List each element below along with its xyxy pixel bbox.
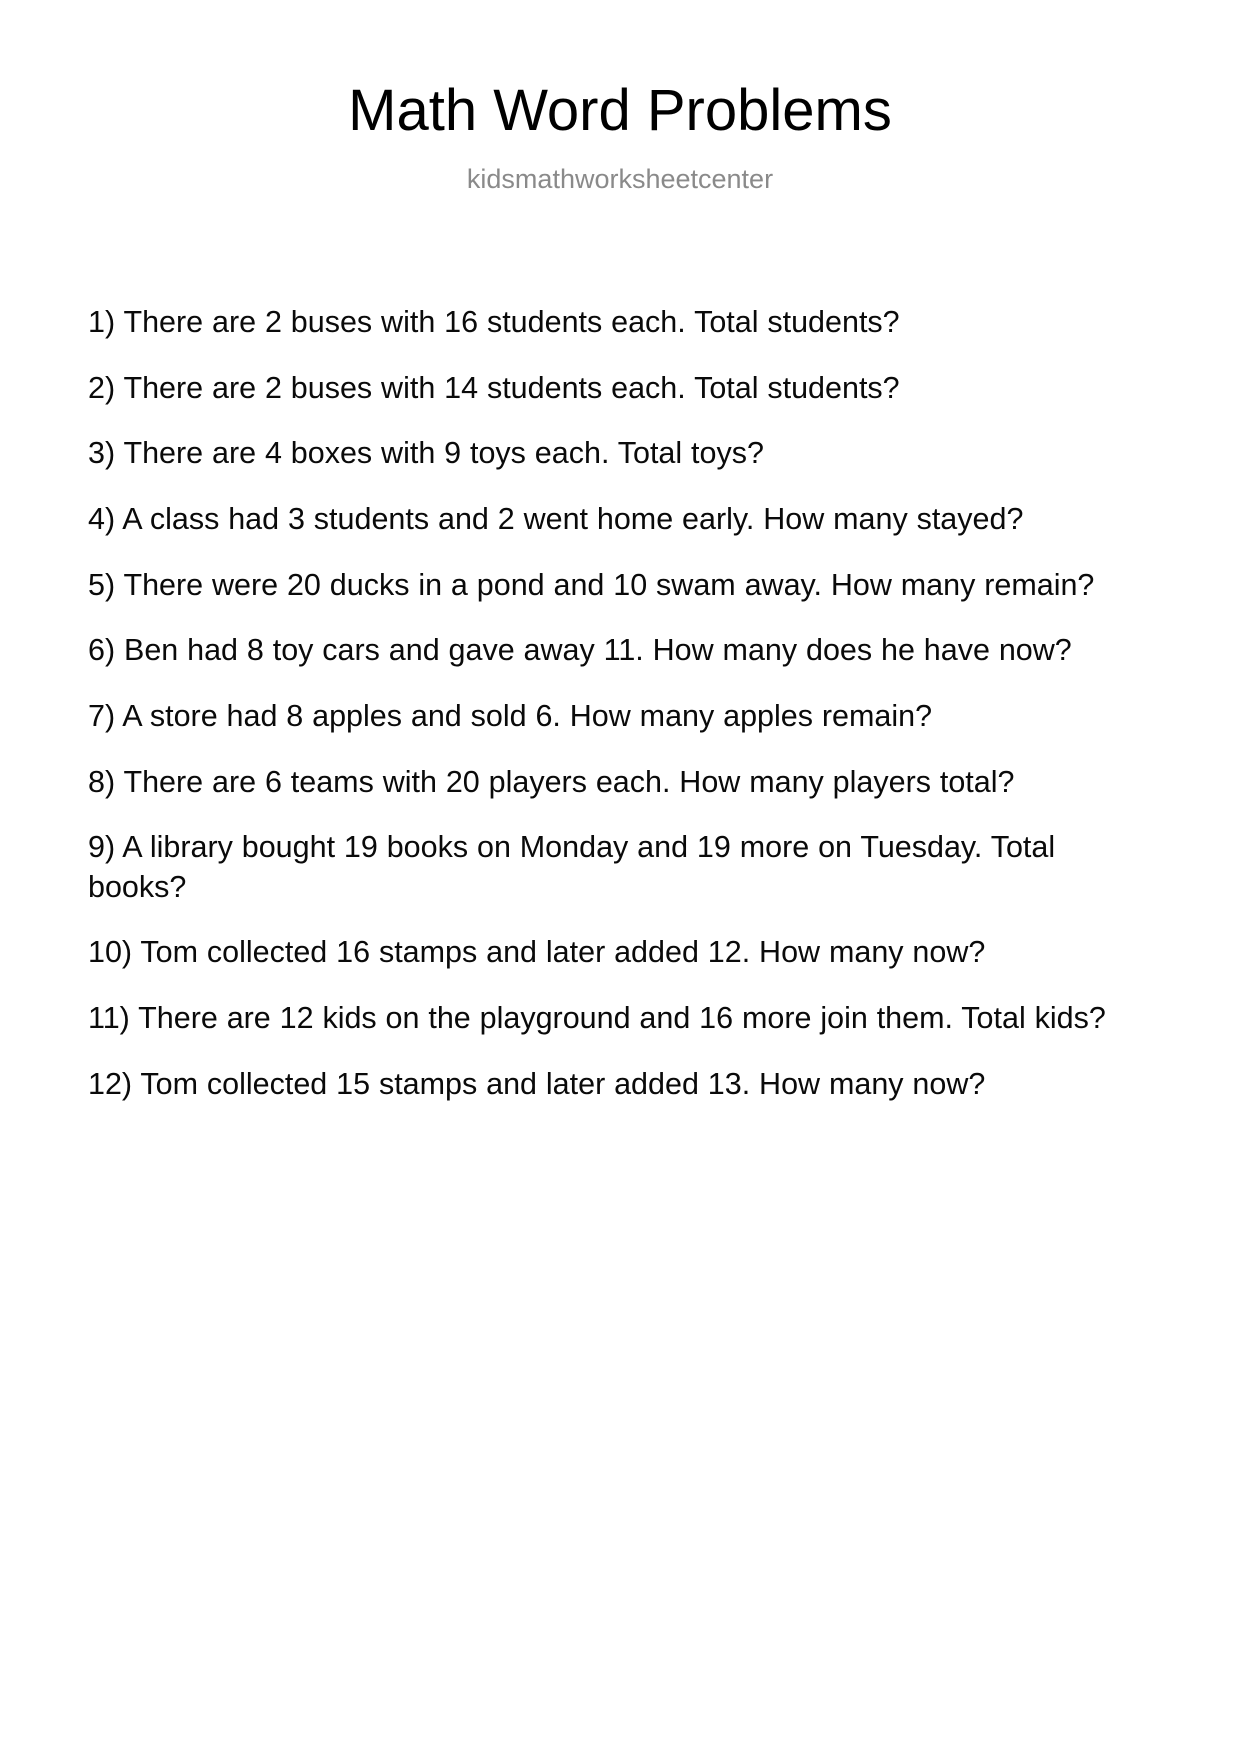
problem-item: 7) A store had 8 apples and sold 6. How many apples remain? [88, 698, 933, 733]
problem-item: 4) A class had 3 students and 2 went home early. How many stayed? [88, 502, 1024, 536]
problem-item: 2) There are 2 buses with 14 students each. Total students? [88, 370, 900, 405]
page-subtitle: kidsmathworksheetcenter [466, 163, 774, 194]
problem-item: 1) There are 2 buses with 16 students each. Total students? [88, 305, 900, 340]
worksheet-header [0, 0, 1240, 195]
problem-item: 9) A library bought 19 books on Monday and 19 more on Tuesday. Total books? [88, 830, 1056, 904]
problem-item: 12) Tom collected 15 stamps and later added 13. How many now? [88, 1066, 986, 1101]
problem-item: 3) There are 4 boxes with 9 toys each. Total toys? [88, 436, 764, 471]
problem-item: 5) There were 20 ducks in a pond and 10 swam away. How many remain? [88, 567, 1095, 602]
problem-item: 8) There are 6 teams with 20 players each. How many players total? [88, 764, 1015, 799]
problem-item: 6) Ben had 8 toy cars and gave away 11. How many does he have now? [88, 633, 1072, 668]
problem-list [0, 303, 1240, 1104]
problem-item: 11) There are 12 kids on the playground and 16 more join them. Total kids? [88, 1001, 1106, 1036]
page-title: Math Word Problems [348, 78, 892, 143]
problem-item: 10) Tom collected 16 stamps and later added 12. How many now? [88, 935, 986, 970]
